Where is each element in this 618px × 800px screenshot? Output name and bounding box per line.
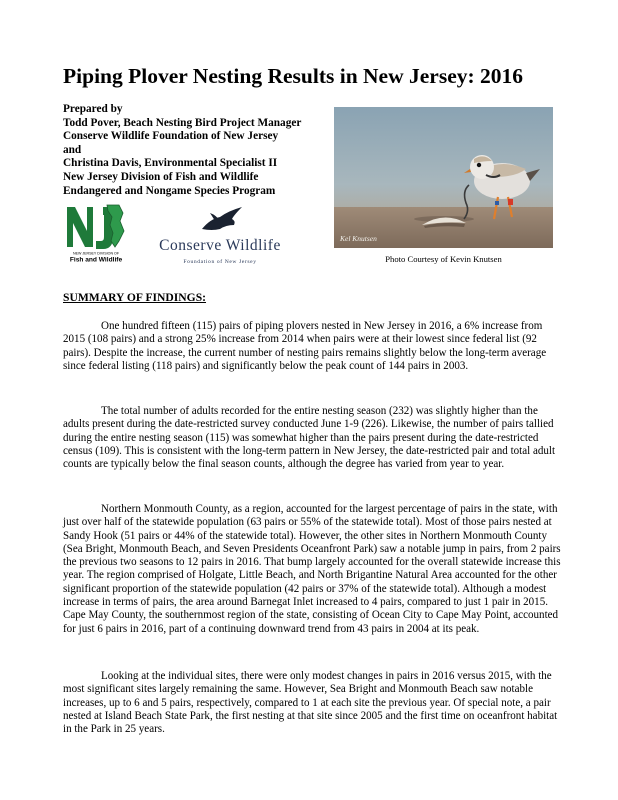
photo-caption: Photo Courtesy of Kevin Knutsen <box>385 254 502 264</box>
conserve-wildlife-logo <box>150 203 290 271</box>
paragraph-3: Northern Monmouth County, as a region, accounted for the largest percentage of pairs in the state, with just over half of the statewide population (63 pairs or 55% of the statewide total). Most of those pairs nested at Sandy Hook (51 pairs or 44% of the statewide total). However, the other sites in Northern Monmouth County (Sea Bright, Monmouth Beach, and Seven Presidents Oceanfront Park) saw a notable jump in pairs, from 2 pairs the previous two seasons to 12 pairs in 2016. That bump largely accounted for the overall statewide increase this year. The region comprised of Holgate, Little Beach, and North Brigantine Natural Area accounted for the other significant proportion of the statewide population (42 pairs or 37% of the statewide total). Although a modest increase in terms of pairs, the area around Barnegat Inlet increased to 4 pairs, compared to just 1 pair in 2015. Cape May County, the southernmost region of the state, consisting of Ocean City to Cape May Point, accounted for just 6 pairs in 2016, part of a continuing downward trend from 43 pairs in 2004 at its peak. <box>63 503 561 635</box>
prepared-line: Prepared by <box>63 103 123 115</box>
nj-logo-bottom-text: Fish and Wildlife <box>69 256 123 263</box>
photo-signature: Kel Knutsen <box>340 234 377 243</box>
prepared-line: and <box>63 143 82 156</box>
document-title: Piping Plover Nesting Results in New Jersey: 2016 <box>63 64 524 88</box>
nj-fish-wildlife-logo <box>63 203 129 263</box>
paragraph-4: Looking at the individual sites, there were only modest changes in pairs in 2016 versus 2015, with the most significant sites largely remaining the same. However, Sea Bright and Monmouth Beach saw notable increases, up to 6 and 5 pairs, respectively, compared to 1 at each site the previous year. Of special note, a pair nested at Island Beach State Park, the first nesting at that site since 2005 and the first time on oceanfront habitat in the Park in 25 years. <box>63 670 558 736</box>
nj-logo-small-text: NEW JERSEY DIVISION OF <box>72 251 120 256</box>
prepared-line: Todd Pover, Beach Nesting Bird Project Manager <box>63 116 302 129</box>
paragraph-1: One hundred fifteen (115) pairs of piping plovers nested in New Jersey in 2016, a 6% increase from 2015 (108 pairs) and a strong 25% increase from 2014 when pairs were at their lowest since federal list (92 pairs). Despite the increase, the current number of nesting pairs remains slightly below the long-term average since federal listing (118 pairs) and significantly below the peak count of 144 pairs in 2003. <box>63 320 547 372</box>
summary-heading: SUMMARY OF FINDINGS: <box>63 291 207 304</box>
conserve-wildlife-name: Conserve Wildlife <box>159 237 281 254</box>
prepared-line: Endangered and Nongame Species Program <box>63 184 276 197</box>
piping-plover-photo <box>334 107 553 248</box>
conserve-wildlife-subtitle: Foundation of New Jersey <box>183 259 257 265</box>
prepared-line: New Jersey Division of Fish and Wildlife <box>63 170 259 183</box>
prepared-line: Christina Davis, Environmental Specialist II <box>63 157 278 170</box>
prepared-by-block <box>63 103 301 198</box>
paragraph-2: The total number of adults recorded for the entire nesting season (232) was slightly higher than the adults present during the date-restricted survey conducted June 1-9 (226). Likewise, the number of pairs tallied during the entire nesting season (115) was somewhat higher than the pairs present during the date-restricted census (109). This is consistent with the long-term pattern in New Jersey, the date-restricted pair and total adult counts are typically below the final season counts, although the degree has varied from year to year. <box>63 405 556 471</box>
prepared-line: Conserve Wildlife Foundation of New Jersey <box>63 130 279 143</box>
